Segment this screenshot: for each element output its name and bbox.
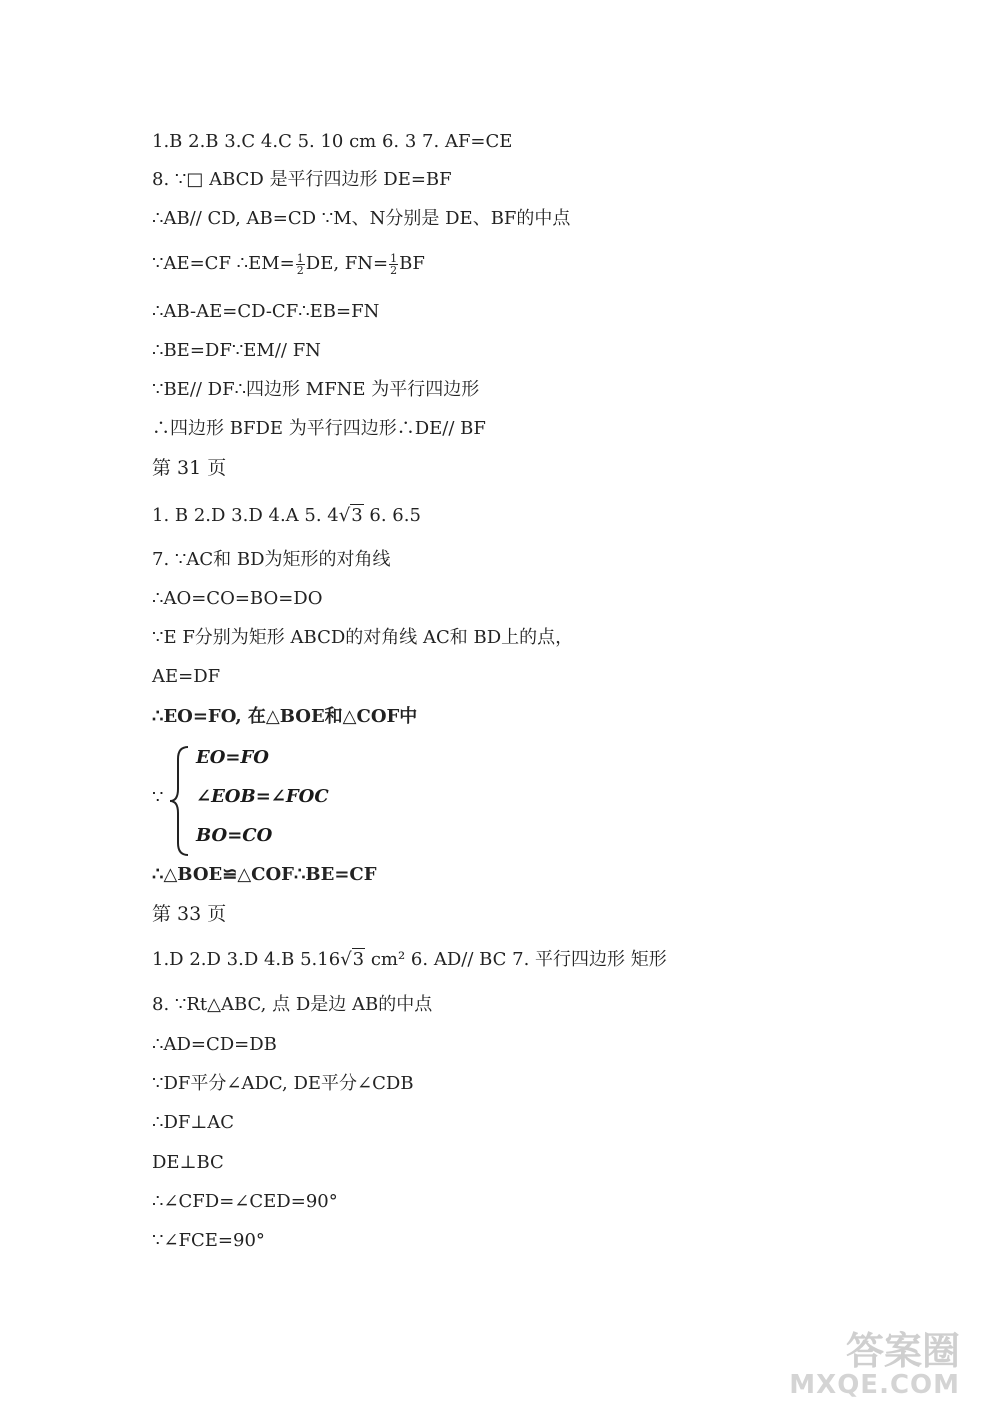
text-segment: ∵AE=CF ∴EM= xyxy=(152,253,295,274)
sqrt-symbol: √ xyxy=(340,949,352,970)
fraction-denominator: 2 xyxy=(296,263,304,277)
answer-line: ∴∠CFD=∠CED=90° xyxy=(152,1191,338,1212)
answer-line: ∴EO=FO, 在△BOE和△COF中 xyxy=(152,706,418,727)
text-segment: DE, FN= xyxy=(305,253,389,274)
answer-line: 1.B 2.B 3.C 4.C 5. 10 cm 6. 3 7. AF=CE xyxy=(152,131,513,152)
text-segment: cm² 6. AD// BC 7. 平行四边形 矩形 xyxy=(365,949,667,970)
answer-line: DE⊥BC xyxy=(152,1152,224,1173)
because-symbol: ∵ xyxy=(152,787,164,808)
answer-line: ∴AB// CD, AB=CD ∵M、N分别是 DE、BF的中点 xyxy=(152,208,571,229)
answer-line: ∴AB-AE=CD-CF∴EB=FN xyxy=(152,301,380,322)
brace-condition: BO=CO xyxy=(196,825,273,846)
text-segment: 6. 6.5 xyxy=(363,505,421,526)
sqrt-symbol: √ xyxy=(338,505,351,526)
fraction xyxy=(296,253,305,276)
answer-line-with-fraction xyxy=(152,252,425,276)
answer-line: ∴DF⊥AC xyxy=(152,1112,235,1133)
answer-line: AE=DF xyxy=(152,666,221,687)
page-heading-31: 第 31 页 xyxy=(152,457,227,479)
sqrt-radicand: 3 xyxy=(352,949,365,970)
answer-line: ∴四边形 BFDE 为平行四边形∴DE// BF xyxy=(152,418,486,439)
watermark-title: 答案圈 xyxy=(845,1329,960,1373)
fraction xyxy=(389,253,398,276)
text-segment: 1. B 2.D 3.D 4.A 5. 4 xyxy=(152,505,339,526)
answer-line-with-sqrt xyxy=(152,948,667,972)
watermark-logo xyxy=(789,1320,960,1400)
answer-line: ∴AD=CD=DB xyxy=(152,1034,277,1055)
brace-condition: EO=FO xyxy=(196,747,269,768)
answer-line: ∵BE// DF∴四边形 MFNE 为平行四边形 xyxy=(152,379,480,400)
answer-line: ∴AO=CO=BO=DO xyxy=(152,588,323,609)
fraction-numerator: 1 xyxy=(296,251,304,265)
brace-system xyxy=(152,745,452,860)
fraction-denominator: 2 xyxy=(390,263,398,277)
answer-line: ∴△BOE≌△COF∴BE=CF xyxy=(152,864,377,885)
left-brace-icon xyxy=(168,745,192,857)
fraction-numerator: 1 xyxy=(390,251,398,265)
text-segment: BF xyxy=(399,253,425,274)
brace-condition: ∠EOB=∠FOC xyxy=(196,786,329,807)
text-segment: 1.D 2.D 3.D 4.B 5.16 xyxy=(152,949,341,970)
answer-line: 8. ∵□ ABCD 是平行四边形 DE=BF xyxy=(152,169,452,190)
answer-line-with-sqrt xyxy=(152,504,421,528)
answer-line: ∵DF平分∠ADC, DE平分∠CDB xyxy=(152,1073,414,1094)
sqrt-radicand: 3 xyxy=(351,505,363,526)
answer-line: 7. ∵AC和 BD为矩形的对角线 xyxy=(152,549,391,570)
answer-line: 8. ∵Rt△ABC, 点 D是边 AB的中点 xyxy=(152,994,433,1015)
watermark-url: MXQE.COM xyxy=(789,1370,960,1400)
answer-line: ∵E F分别为矩形 ABCD的对角线 AC和 BD上的点， xyxy=(152,627,574,648)
answer-line: ∵∠FCE=90° xyxy=(152,1230,265,1251)
answer-line: ∴BE=DF∵EM// FN xyxy=(152,340,321,361)
page-heading-33: 第 33 页 xyxy=(152,903,227,925)
